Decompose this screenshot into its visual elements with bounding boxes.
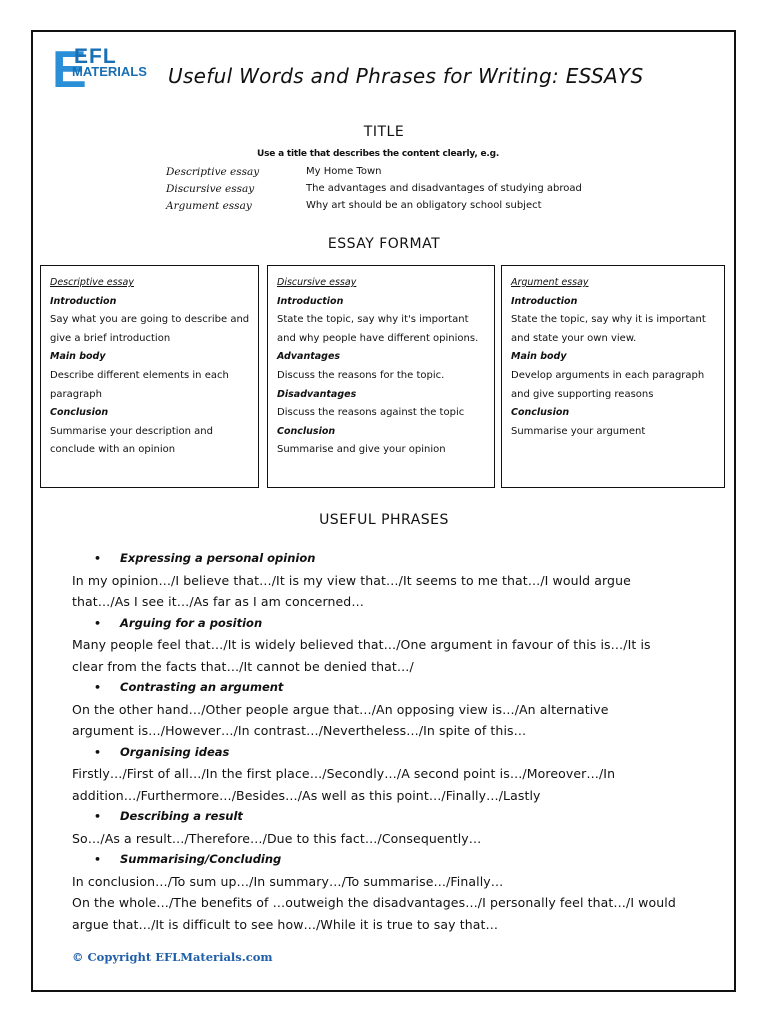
title-section-heading: TITLE	[363, 124, 405, 140]
part-label: Introduction	[277, 295, 344, 307]
phrase-line: In conclusion…/To sum up…/In summary…/To summarise…/Finally…	[72, 873, 504, 889]
bullet-icon: •	[94, 853, 102, 866]
phrases-section-heading: USEFUL PHRASES	[319, 512, 449, 528]
part-label: Introduction	[50, 295, 117, 307]
phrase-line: So…/As a result…/Therefore…/Due to this fact…/Consequently…	[72, 830, 482, 846]
bullet-icon: •	[94, 552, 102, 565]
category-label: Organising ideas	[120, 744, 230, 759]
part-label: Introduction	[511, 295, 578, 307]
list-item	[72, 548, 712, 570]
bullet-icon: •	[94, 681, 102, 694]
part-text: Discuss the reasons against the topic	[277, 407, 465, 419]
part-text: Describe different elements in each paragraph	[50, 369, 229, 400]
part-text: Develop arguments in each paragraph and give supporting reasons	[511, 369, 705, 400]
format-section-heading: ESSAY FORMAT	[327, 236, 441, 252]
part-text: Summarise and give your opinion	[277, 444, 446, 456]
part-text: State the topic, say why it's important and why people have different opinions.	[277, 314, 479, 344]
phrase-line: argue that…/It is difficult to see how…/While it is true to say that…	[72, 916, 499, 932]
document-title: Useful Words and Phrases for Writing: ESSAYS	[168, 64, 644, 88]
argument-essay-box	[501, 265, 725, 488]
list-item	[72, 806, 712, 828]
copyright-notice[interactable]: © Copyright EFLMaterials.com	[72, 950, 273, 964]
example-type: Discursive essay	[166, 183, 255, 195]
part-label: Conclusion	[277, 425, 336, 437]
bullet-icon: •	[94, 616, 102, 630]
example-type: Descriptive essay	[166, 166, 260, 178]
descriptive-essay-box	[40, 265, 259, 488]
category-label: Expressing a personal opinion	[120, 551, 316, 565]
example-title: My Home Town	[306, 166, 382, 177]
part-text: Say what you are going to describe and give a brief introduction	[50, 314, 250, 344]
category-label: Arguing for a position	[120, 615, 263, 630]
part-label: Conclusion	[50, 407, 109, 419]
box-title: Discursive essay	[277, 277, 357, 288]
part-label: Conclusion	[511, 407, 570, 419]
part-text: State the topic, say why it is important and state your own view.	[511, 314, 706, 344]
part-text: Discuss the reasons for the topic.	[277, 369, 445, 381]
bullet-icon: •	[94, 810, 102, 823]
phrase-line: Many people feel that…/It is widely believed that…/One argument in favour of this is…/It is	[72, 637, 651, 652]
part-text: Summarise your description and conclude with an opinion	[50, 425, 213, 456]
efl-materials-logo	[50, 41, 160, 99]
bullet-icon: •	[94, 745, 102, 759]
example-title: The advantages and disadvantages of studying abroad	[306, 183, 582, 194]
part-label: Advantages	[277, 351, 341, 363]
phrases-list	[72, 548, 712, 935]
example-title: Why art should be an obligatory school subject	[306, 200, 542, 211]
list-item	[72, 613, 712, 635]
example-type: Argument essay	[166, 200, 252, 212]
phrase-line: On the whole…/The benefits of …outweigh the disadvantages…/I personally feel that…/I would	[72, 895, 676, 910]
logo-line-1: EFL	[74, 45, 117, 68]
category-label: Summarising/Concluding	[120, 852, 282, 866]
box-title: Argument essay	[511, 277, 589, 288]
box-title: Descriptive essay	[50, 277, 134, 288]
list-item	[72, 849, 712, 871]
phrase-line: In my opinion…/I believe that…/It is my view that…/It seems to me that…/I would argue	[72, 572, 631, 588]
phrase-line: that…/As I see it…/As far as I am concerned…	[72, 594, 364, 609]
part-label: Disadvantages	[277, 388, 357, 400]
phrase-line: On the other hand…/Other people argue that…/An opposing view is…/An alternative	[72, 701, 609, 717]
category-label: Describing a result	[120, 809, 243, 823]
phrase-line: clear from the facts that…/It cannot be denied that…/	[72, 658, 414, 674]
part-label: Main body	[50, 351, 106, 363]
list-item	[72, 742, 712, 764]
category-label: Contrasting an argument	[120, 680, 284, 694]
phrase-line: addition…/Furthermore…/Besides…/As well as this point…/Finally…/Lastly	[72, 787, 541, 803]
part-label: Main body	[511, 351, 567, 363]
list-item	[72, 677, 712, 699]
logo-line-2: MATERIALS	[72, 64, 147, 79]
discursive-essay-box	[267, 265, 495, 488]
logo-letter: E	[52, 41, 87, 99]
part-text: Summarise your argument	[511, 425, 646, 437]
phrase-line: argument is…/However…/In contrast…/Nevertheless…/In spite of this…	[72, 723, 527, 738]
phrase-line: Firstly…/First of all…/In the first place…/Secondly…/A second point is…/Moreover…/In	[72, 766, 616, 781]
title-note: Use a title that describes the content clearly, e.g.	[257, 149, 500, 159]
